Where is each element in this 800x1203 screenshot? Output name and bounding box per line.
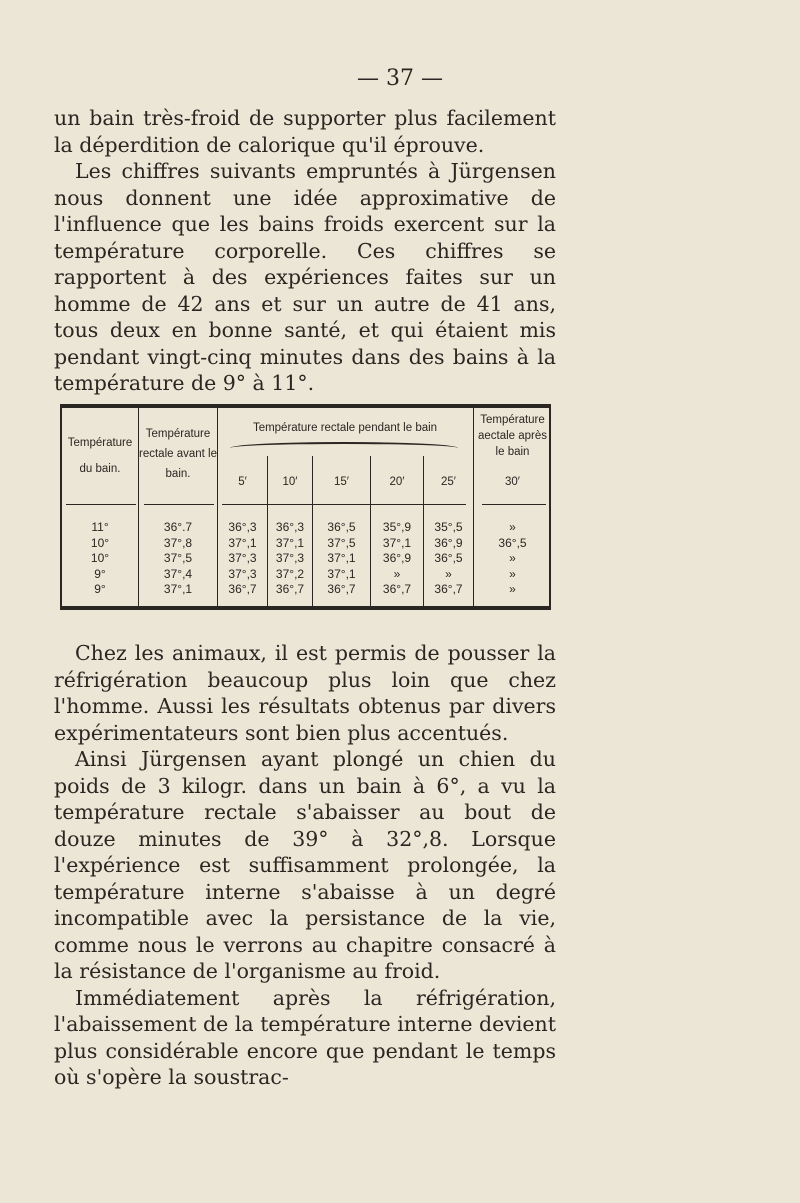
table-cell: 36°,5 <box>434 551 463 565</box>
table-cell: » <box>509 551 516 565</box>
table-cell: 36°,7 <box>382 582 412 596</box>
header-5min: 5′ <box>238 476 247 488</box>
table-cell: 36°,5 <box>327 520 356 534</box>
table-cell: 11° <box>91 520 109 534</box>
table-cell: » <box>509 582 516 596</box>
table-cell: 37°,4 <box>163 566 193 581</box>
table-cell: 37°,5 <box>163 551 193 565</box>
table-cell: 35°,5 <box>434 520 463 534</box>
table-cell: 37°,3 <box>275 551 305 565</box>
table-cell: 36°,7 <box>327 582 356 596</box>
table-cell: 36°,7 <box>275 582 305 596</box>
table-cell: 36°.7 <box>163 520 193 534</box>
table-cell: 37°,1 <box>327 551 356 565</box>
table-cell: 10° <box>90 535 110 550</box>
table-cell: 36°,7 <box>228 582 257 596</box>
table-cell: » <box>509 520 516 534</box>
header-brace <box>230 442 458 448</box>
table-cell: 36°,3 <box>275 520 305 534</box>
column-25min <box>424 520 473 598</box>
header-rectal-during: Température rectale pendant le bain <box>252 422 438 434</box>
table-cell: 10° <box>90 551 110 565</box>
table-cell: 36°,9 <box>382 551 412 565</box>
column-before <box>139 520 217 598</box>
header-after: Température aectale après le bain <box>477 414 548 458</box>
paragraph: Les chiffres suivants empruntés à Jürgensen nous donnent une idée approximative de l'influence que les bains froids exercent sur la température corporelle. Ces chiffres se rapportent à des expériences faites sur un homme de 42 ans et sur un autre de 41 ans, tous deux en bonne santé, et qui étaient mis pendant vingt-cinq minutes dans des bains à la température de 9° à 11°. <box>54 159 556 395</box>
column-20min <box>371 520 423 598</box>
table-cell: 9° <box>94 582 106 596</box>
column-30min <box>474 520 551 598</box>
table-cell: 37°,3 <box>228 566 257 581</box>
paragraph: Immédiatement après la réfrigération, l'abaissement de la température interne devient plus considérable encore que pendant le temps où s'opère la soustrac- <box>54 985 556 1089</box>
page-number: — 37 — <box>357 66 443 91</box>
table-cell: 35°,9 <box>382 520 412 534</box>
column-15min <box>313 520 370 598</box>
table-cell: » <box>393 566 401 581</box>
paragraph: Ainsi Jürgensen ayant plongé un chien du poids de 3 kilogr. dans un bain à 6°, a vu la température rectale s'abaisser au bout de douze minutes de 39° à 32°,8. Lorsque l'expérience est suffisamment prolongée, la température interne s'abaisse à un degré incompatible avec la persistance de la vie, comme nous le verrons au chapitre consacré à la résistance de l'organisme au froid. <box>54 747 556 983</box>
column-10min <box>268 520 312 598</box>
column-bath <box>62 520 138 598</box>
table-cell: 9° <box>94 566 106 581</box>
header-rectal-before: Température rectale avant le bain. <box>139 428 217 480</box>
table-cell: » <box>509 566 516 581</box>
column-5min <box>218 520 267 598</box>
temperature-table <box>60 404 551 610</box>
table-cell: 37°,1 <box>382 535 412 550</box>
table-cell: » <box>445 566 452 581</box>
header-30min: 30′ <box>505 476 520 488</box>
text-block-bottom <box>54 640 556 1091</box>
table-cell: 37°,1 <box>228 535 257 550</box>
table-cell: 36°,5 <box>498 535 527 550</box>
header-20min: 20′ <box>389 476 405 488</box>
paragraph: un bain très-froid de supporter plus facilement la déperdition de calorique qu'il éprouve. <box>54 106 556 157</box>
table-cell: 37°,2 <box>275 566 305 581</box>
header-15min: 15′ <box>334 476 349 488</box>
header-25min: 25′ <box>441 476 456 488</box>
table-cell: 37°,3 <box>228 551 257 565</box>
table-cell: 36°,7 <box>434 582 463 596</box>
table-cell: 36°,9 <box>434 535 463 550</box>
paragraph: Chez les animaux, il est permis de pousser la réfrigération beaucoup plus loin que chez l'homme. Aussi les résultats obtenus par divers expérimentateurs sont bien plus accentués. <box>54 641 556 745</box>
table-cell: 37°,8 <box>163 535 193 550</box>
text-block-top <box>54 105 556 397</box>
table-cell: 36°,3 <box>228 520 257 534</box>
table-cell: 37°,1 <box>327 566 356 581</box>
header-10min: 10′ <box>282 476 298 488</box>
header-bath-temp: Température du bain. <box>67 437 133 475</box>
table-cell: 37°,1 <box>163 582 193 596</box>
table-cell: 37°,5 <box>327 535 356 550</box>
table-cell: 37°,1 <box>275 535 305 550</box>
